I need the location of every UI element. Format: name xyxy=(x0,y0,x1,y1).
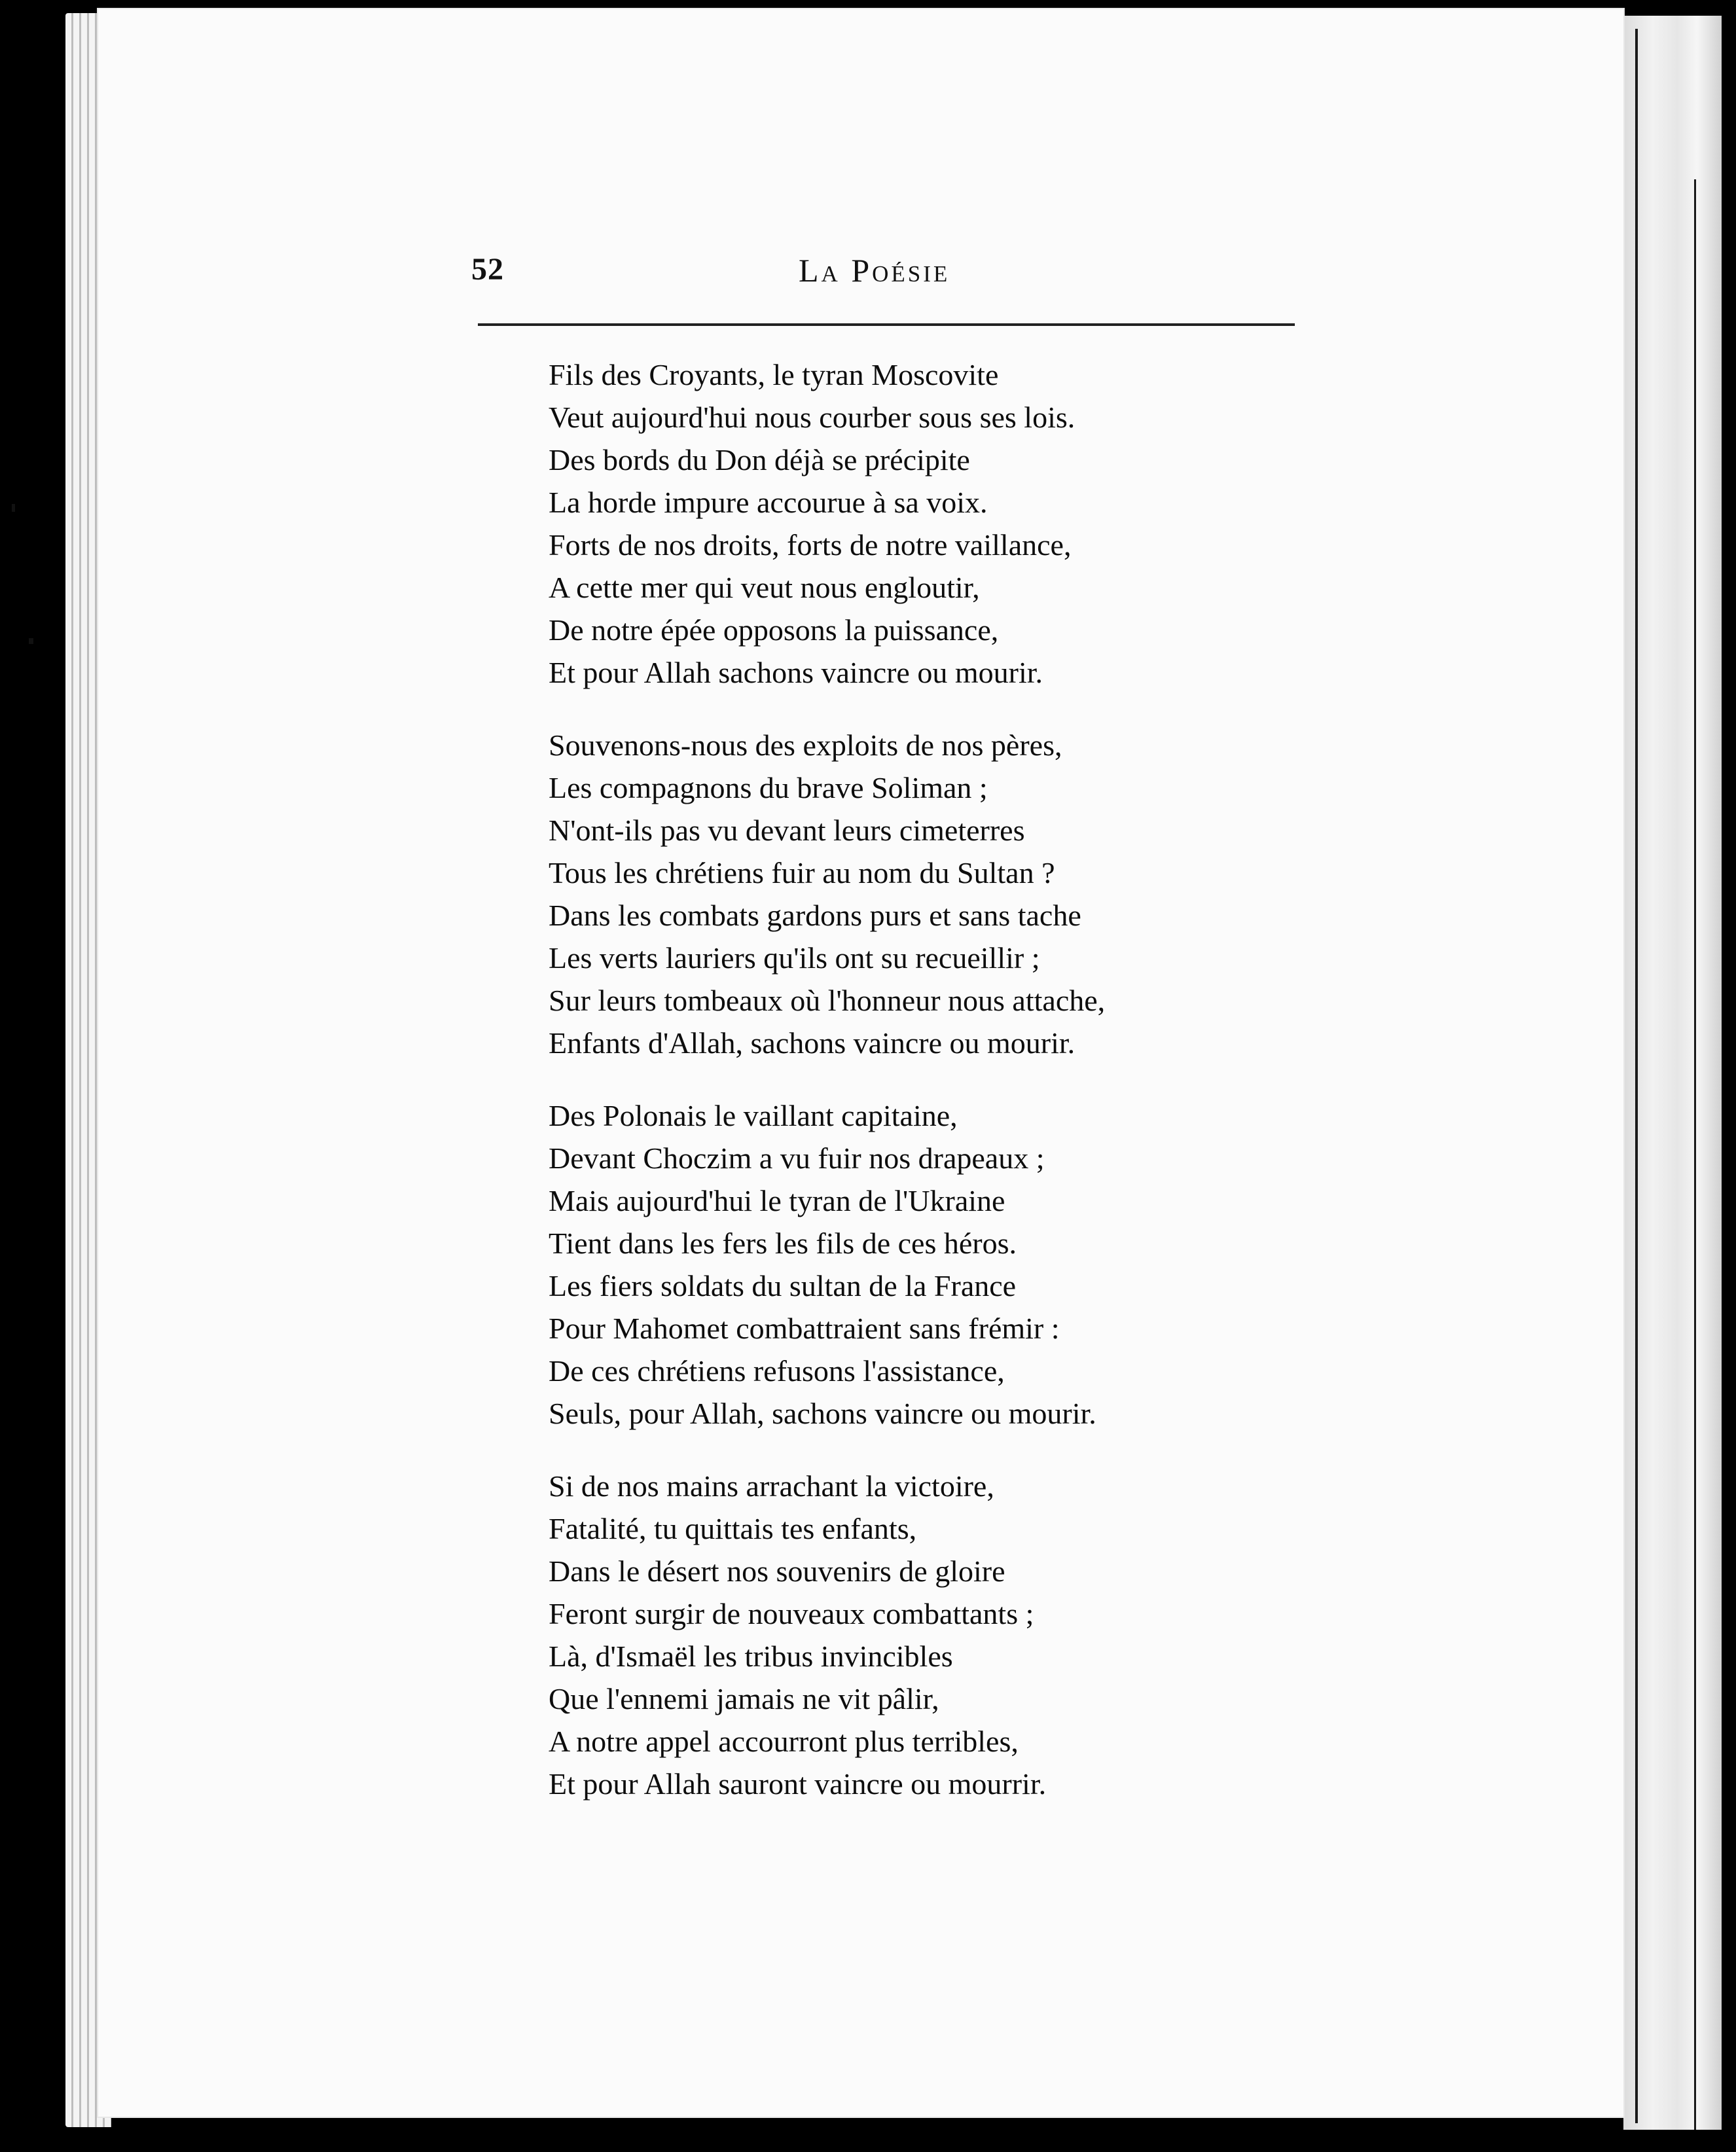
verse-line: Mais aujourd'hui le tyran de l'Ukraine xyxy=(549,1184,1005,1217)
stanza xyxy=(549,353,1400,694)
verse-line: Les verts lauriers qu'ils ont su recueillir ; xyxy=(549,941,1040,975)
verse-line: Tient dans les fers les fils de ces héros. xyxy=(549,1227,1017,1260)
page-header xyxy=(471,251,1309,297)
stanza xyxy=(549,1094,1400,1435)
verse-line: De notre épée opposons la puissance, xyxy=(549,613,999,647)
verse-line: Dans les combats gardons purs et sans tache xyxy=(549,899,1081,932)
gutter-line xyxy=(1635,29,1638,2123)
verse-line: Dans le désert nos souvenirs de gloire xyxy=(549,1554,1005,1588)
verse-line: Forts de nos droits, forts de notre vaillance, xyxy=(549,528,1072,562)
verse-line: Là, d'Ismaël les tribus invincibles xyxy=(549,1640,953,1673)
verse-line: N'ont-ils pas vu devant leurs cimeterres xyxy=(549,814,1025,847)
header-rule xyxy=(478,323,1295,326)
verse-line: Veut aujourd'hui nous courber sous ses lois. xyxy=(549,401,1076,434)
verse-line: Tous les chrétiens fuir au nom du Sultan ? xyxy=(549,856,1055,889)
verse-line: Souvenons-nous des exploits de nos pères, xyxy=(549,728,1062,762)
verse-line: Les fiers soldats du sultan de la France xyxy=(549,1269,1017,1302)
verse-line: Les compagnons du brave Soliman ; xyxy=(549,771,988,804)
gutter-line xyxy=(1694,179,1696,2130)
verse-line: Des bords du Don déjà se précipite xyxy=(549,443,970,476)
verse-line: Sur leurs tombeaux où l'honneur nous attache, xyxy=(549,984,1106,1017)
verse-line: A cette mer qui veut nous engloutir, xyxy=(549,571,980,604)
margin-speck xyxy=(12,504,15,512)
page-number: 52 xyxy=(471,252,504,287)
verse-line: Fatalité, tu quittais tes enfants, xyxy=(549,1512,917,1545)
verse-line: Que l'ennemi jamais ne vit pâlir, xyxy=(549,1682,939,1715)
verse-line: Pour Mahomet combattraient sans frémir : xyxy=(549,1312,1060,1345)
verse-line: Et pour Allah sauront vaincre ou mourrir. xyxy=(549,1767,1047,1801)
poem xyxy=(549,353,1400,1835)
verse-line: A notre appel accourront plus terribles, xyxy=(549,1725,1019,1758)
verse-line: Enfants d'Allah, sachons vaincre ou mourir. xyxy=(549,1026,1076,1060)
stanza xyxy=(549,724,1400,1064)
verse-line: Seuls, pour Allah, sachons vaincre ou mourir. xyxy=(549,1397,1096,1430)
verse-line: Des Polonais le vaillant capitaine, xyxy=(549,1099,958,1132)
verse-line: De ces chrétiens refusons l'assistance, xyxy=(549,1354,1005,1388)
book-gutter xyxy=(1623,16,1722,2130)
verse-line: Fils des Croyants, le tyran Moscovite xyxy=(549,358,999,391)
verse-line: La horde impure accourue à sa voix. xyxy=(549,486,988,519)
stanza xyxy=(549,1465,1400,1805)
verse-line: Si de nos mains arrachant la victoire, xyxy=(549,1469,994,1503)
verse-line: Devant Choczim a vu fuir nos drapeaux ; xyxy=(549,1141,1045,1175)
verse-line: Et pour Allah sachons vaincre ou mourir. xyxy=(549,656,1043,689)
margin-speck xyxy=(29,638,33,644)
running-title: La Poésie xyxy=(799,252,950,289)
verse-line: Feront surgir de nouveaux combattants ; xyxy=(549,1597,1034,1630)
